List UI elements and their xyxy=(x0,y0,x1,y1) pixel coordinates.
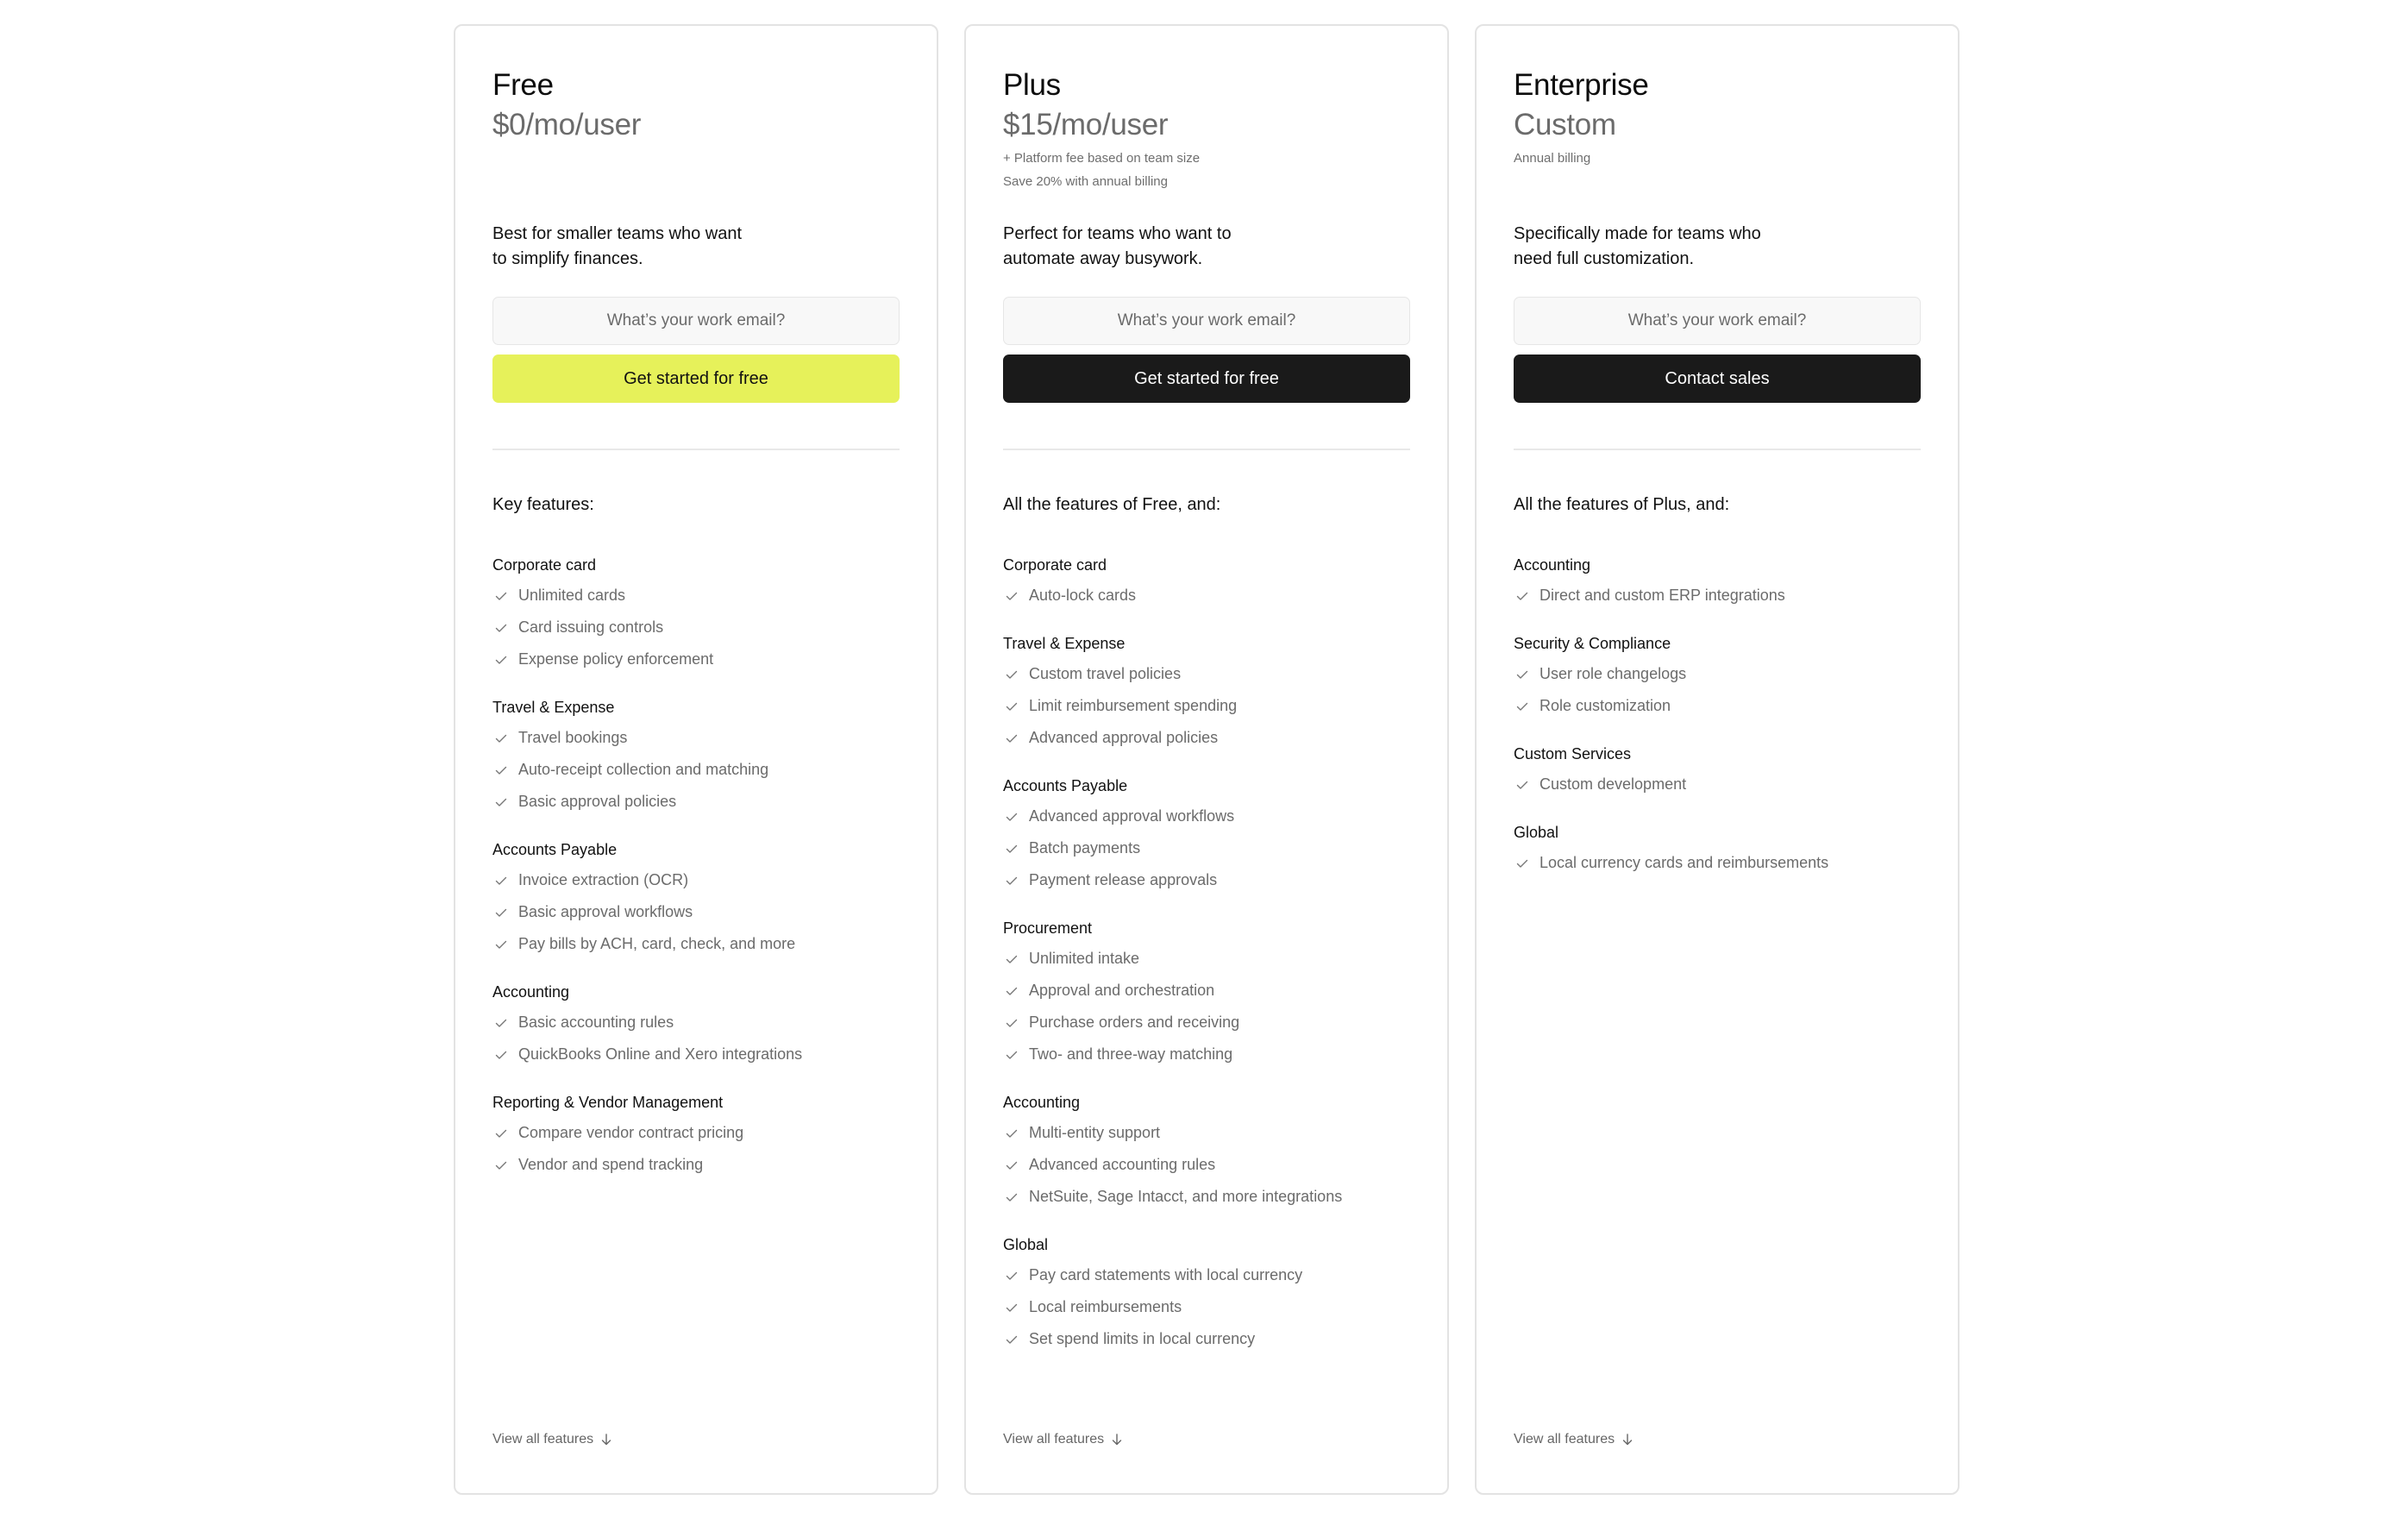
plan-name: Plus xyxy=(1003,68,1061,102)
feature-item xyxy=(1003,832,1410,864)
feature-item-label: Pay card statements with local currency xyxy=(1029,1266,1303,1283)
feature-group xyxy=(1003,775,1410,896)
feature-item-label: User role changelogs xyxy=(1539,665,1687,682)
arrow-down-icon xyxy=(1622,1434,1633,1446)
feature-item-label: Advanced approval policies xyxy=(1029,729,1219,746)
view-all-features-link[interactable] xyxy=(1514,1430,1633,1449)
check-icon xyxy=(1515,700,1529,713)
plan-name: Free xyxy=(492,68,554,102)
check-icon xyxy=(494,731,508,745)
check-icon xyxy=(494,621,508,635)
check-icon xyxy=(1005,1301,1019,1315)
check-icon xyxy=(494,1048,508,1062)
feature-item-label: Expense policy enforcement xyxy=(518,650,714,668)
check-icon xyxy=(1005,731,1019,745)
check-icon xyxy=(1005,1333,1019,1346)
pricing-card-enterprise xyxy=(1475,24,1960,1495)
plan-description: Perfect for teams who want to automate away busywork. xyxy=(1003,224,1232,268)
feature-item-label: Approval and orchestration xyxy=(1029,982,1215,999)
feature-item-label: Local reimbursements xyxy=(1029,1298,1182,1315)
cta-button[interactable]: Get started for free xyxy=(492,355,900,403)
features-heading: All the features of Free, and: xyxy=(1003,495,1221,514)
feature-item-label: NetSuite, Sage Intacct, and more integrations xyxy=(1029,1188,1343,1205)
check-icon xyxy=(1515,857,1529,870)
features-heading: All the features of Plus, and: xyxy=(1514,495,1730,514)
feature-item xyxy=(492,643,900,675)
feature-item xyxy=(492,754,900,786)
feature-item-label: Custom travel policies xyxy=(1029,665,1182,682)
feature-group xyxy=(1514,743,1921,800)
plan-price: Custom xyxy=(1514,108,1616,141)
feature-group xyxy=(1003,1091,1410,1213)
feature-item xyxy=(1003,864,1410,896)
card-content xyxy=(492,26,900,1493)
check-icon xyxy=(494,763,508,777)
feature-item xyxy=(1003,1323,1410,1355)
check-icon xyxy=(494,874,508,888)
feature-item-label: Travel bookings xyxy=(518,729,628,746)
view-all-label: View all features xyxy=(1514,1432,1615,1447)
check-icon xyxy=(1005,1048,1019,1062)
feature-item-label: Two- and three-way matching xyxy=(1029,1045,1233,1063)
feature-group xyxy=(492,838,900,960)
feature-group-title: Corporate card xyxy=(492,556,597,574)
check-icon xyxy=(1005,1269,1019,1283)
feature-item xyxy=(492,864,900,896)
work-email-input[interactable] xyxy=(1514,297,1921,345)
arrow-down-icon xyxy=(601,1434,611,1446)
feature-item xyxy=(1003,1149,1410,1181)
check-icon xyxy=(1515,589,1529,603)
feature-item-label: Custom development xyxy=(1539,775,1687,793)
check-icon xyxy=(1005,1016,1019,1030)
plan-price: $15/mo/user xyxy=(1003,108,1169,141)
check-icon xyxy=(1005,1126,1019,1140)
cta-button[interactable]: Get started for free xyxy=(1003,355,1410,403)
feature-item xyxy=(492,612,900,643)
feature-item-label: Auto-receipt collection and matching xyxy=(518,761,769,778)
feature-item xyxy=(492,928,900,960)
check-icon xyxy=(494,938,508,951)
feature-group-title: Security & Compliance xyxy=(1514,635,1671,652)
feature-item xyxy=(1003,1039,1410,1070)
feature-group-title: Accounting xyxy=(1003,1094,1081,1111)
feature-group-title: Global xyxy=(1003,1236,1049,1253)
pricing-card-plus xyxy=(964,24,1449,1495)
feature-groups xyxy=(492,554,900,1202)
feature-groups xyxy=(1003,554,1410,1376)
check-icon xyxy=(494,1016,508,1030)
plan-notes xyxy=(1003,147,1200,193)
feature-group xyxy=(1003,1233,1410,1355)
feature-item-label: Limit reimbursement spending xyxy=(1029,697,1238,714)
feature-item-label: Unlimited cards xyxy=(518,587,626,604)
feature-item xyxy=(492,1149,900,1181)
check-icon xyxy=(1005,842,1019,856)
feature-group-title: Accounts Payable xyxy=(1003,777,1128,794)
feature-item xyxy=(492,1007,900,1039)
check-icon xyxy=(1005,589,1019,603)
feature-item-label: Batch payments xyxy=(1029,839,1141,857)
feature-item-label: Basic accounting rules xyxy=(518,1014,674,1031)
feature-item-label: Role customization xyxy=(1539,697,1671,714)
plan-description: Best for smaller teams who want to simplify finances. xyxy=(492,224,742,268)
feature-item xyxy=(492,1117,900,1149)
feature-group xyxy=(1514,632,1921,722)
check-icon xyxy=(494,795,508,809)
feature-item xyxy=(492,722,900,754)
check-icon xyxy=(1005,1190,1019,1204)
feature-group-title: Reporting & Vendor Management xyxy=(492,1094,724,1111)
feature-item-label: Card issuing controls xyxy=(518,618,664,636)
feature-item xyxy=(492,580,900,612)
feature-item-label: Basic approval workflows xyxy=(518,903,693,920)
feature-item xyxy=(1003,690,1410,722)
pricing-cards xyxy=(454,24,1960,1495)
feature-group xyxy=(492,981,900,1070)
feature-item xyxy=(1003,1291,1410,1323)
feature-group xyxy=(1003,917,1410,1070)
feature-group xyxy=(1514,821,1921,879)
feature-group-title: Accounts Payable xyxy=(492,841,618,858)
cta-button[interactable]: Contact sales xyxy=(1514,355,1921,403)
feature-item xyxy=(1003,580,1410,612)
feature-item-label: Local currency cards and reimbursements xyxy=(1539,854,1829,871)
feature-groups xyxy=(1514,554,1921,900)
feature-group-title: Global xyxy=(1514,824,1559,841)
check-icon xyxy=(494,1158,508,1172)
check-icon xyxy=(1515,778,1529,792)
card-content xyxy=(1514,26,1921,1493)
feature-item-label: Advanced accounting rules xyxy=(1029,1156,1216,1173)
work-email-input[interactable] xyxy=(1003,297,1410,345)
card-content xyxy=(1003,26,1410,1493)
feature-item-label: Pay bills by ACH, card, check, and more xyxy=(518,935,796,952)
feature-group-title: Travel & Expense xyxy=(1003,635,1126,652)
view-all-label: View all features xyxy=(492,1432,594,1447)
check-icon xyxy=(494,1126,508,1140)
feature-group xyxy=(492,1091,900,1181)
feature-item xyxy=(492,786,900,818)
feature-item xyxy=(1514,769,1921,800)
divider xyxy=(492,449,900,450)
check-icon xyxy=(1005,874,1019,888)
view-all-features-link[interactable] xyxy=(1003,1430,1122,1449)
divider xyxy=(1003,449,1410,450)
feature-item-label: Auto-lock cards xyxy=(1029,587,1137,604)
feature-group xyxy=(1514,554,1921,612)
feature-item-label: Compare vendor contract pricing xyxy=(518,1124,744,1141)
feature-item-label: Multi-entity support xyxy=(1029,1124,1161,1141)
check-icon xyxy=(1005,668,1019,681)
plan-description: Specifically made for teams who need full customization. xyxy=(1514,224,1761,268)
feature-item-label: Invoice extraction (OCR) xyxy=(518,871,689,888)
feature-item xyxy=(1003,943,1410,975)
check-icon xyxy=(1005,952,1019,966)
feature-item-label: Purchase orders and receiving xyxy=(1029,1014,1240,1031)
feature-item xyxy=(1003,1181,1410,1213)
view-all-label: View all features xyxy=(1003,1432,1105,1447)
feature-item-label: Vendor and spend tracking xyxy=(518,1156,704,1173)
plan-notes xyxy=(1514,147,1590,170)
feature-item xyxy=(492,896,900,928)
feature-group xyxy=(1003,554,1410,612)
feature-item-label: Basic approval policies xyxy=(518,793,677,810)
feature-item xyxy=(1003,1007,1410,1039)
feature-group-title: Custom Services xyxy=(1514,745,1632,762)
feature-item-label: Direct and custom ERP integrations xyxy=(1539,587,1785,604)
feature-item xyxy=(1003,975,1410,1007)
feature-item xyxy=(1003,658,1410,690)
feature-item xyxy=(1003,1117,1410,1149)
feature-item xyxy=(1003,722,1410,754)
check-icon xyxy=(494,906,508,919)
plan-price: $0/mo/user xyxy=(492,108,642,141)
feature-group xyxy=(492,554,900,675)
feature-item-label: Unlimited intake xyxy=(1029,950,1140,967)
feature-item xyxy=(1003,1259,1410,1291)
feature-item xyxy=(492,1039,900,1070)
feature-group xyxy=(1003,632,1410,754)
feature-item xyxy=(1514,847,1921,879)
work-email-input[interactable] xyxy=(492,297,900,345)
plan-note: Save 20% with annual billing xyxy=(1003,174,1168,189)
check-icon xyxy=(1005,810,1019,824)
check-icon xyxy=(1005,700,1019,713)
feature-item-label: Set spend limits in local currency xyxy=(1029,1330,1256,1347)
feature-group-title: Procurement xyxy=(1003,919,1093,937)
feature-item xyxy=(1003,800,1410,832)
plan-name: Enterprise xyxy=(1514,68,1649,102)
feature-item xyxy=(1514,580,1921,612)
feature-group xyxy=(492,696,900,818)
check-icon xyxy=(1515,668,1529,681)
check-icon xyxy=(1005,984,1019,998)
feature-group-title: Accounting xyxy=(492,983,570,1001)
check-icon xyxy=(494,653,508,667)
feature-group-title: Travel & Expense xyxy=(492,699,615,716)
pricing-card-free xyxy=(454,24,938,1495)
arrow-down-icon xyxy=(1112,1434,1122,1446)
plan-note: + Platform fee based on team size xyxy=(1003,151,1201,166)
feature-item-label: Advanced approval workflows xyxy=(1029,807,1235,825)
feature-group-title: Accounting xyxy=(1514,556,1591,574)
feature-item-label: Payment release approvals xyxy=(1029,871,1218,888)
feature-item xyxy=(1514,658,1921,690)
features-heading: Key features: xyxy=(492,495,594,514)
feature-item-label: QuickBooks Online and Xero integrations xyxy=(518,1045,803,1063)
plan-note: Annual billing xyxy=(1514,151,1591,166)
check-icon xyxy=(1005,1158,1019,1172)
feature-group-title: Corporate card xyxy=(1003,556,1107,574)
feature-item xyxy=(1514,690,1921,722)
view-all-features-link[interactable] xyxy=(492,1430,611,1449)
divider xyxy=(1514,449,1921,450)
check-icon xyxy=(494,589,508,603)
